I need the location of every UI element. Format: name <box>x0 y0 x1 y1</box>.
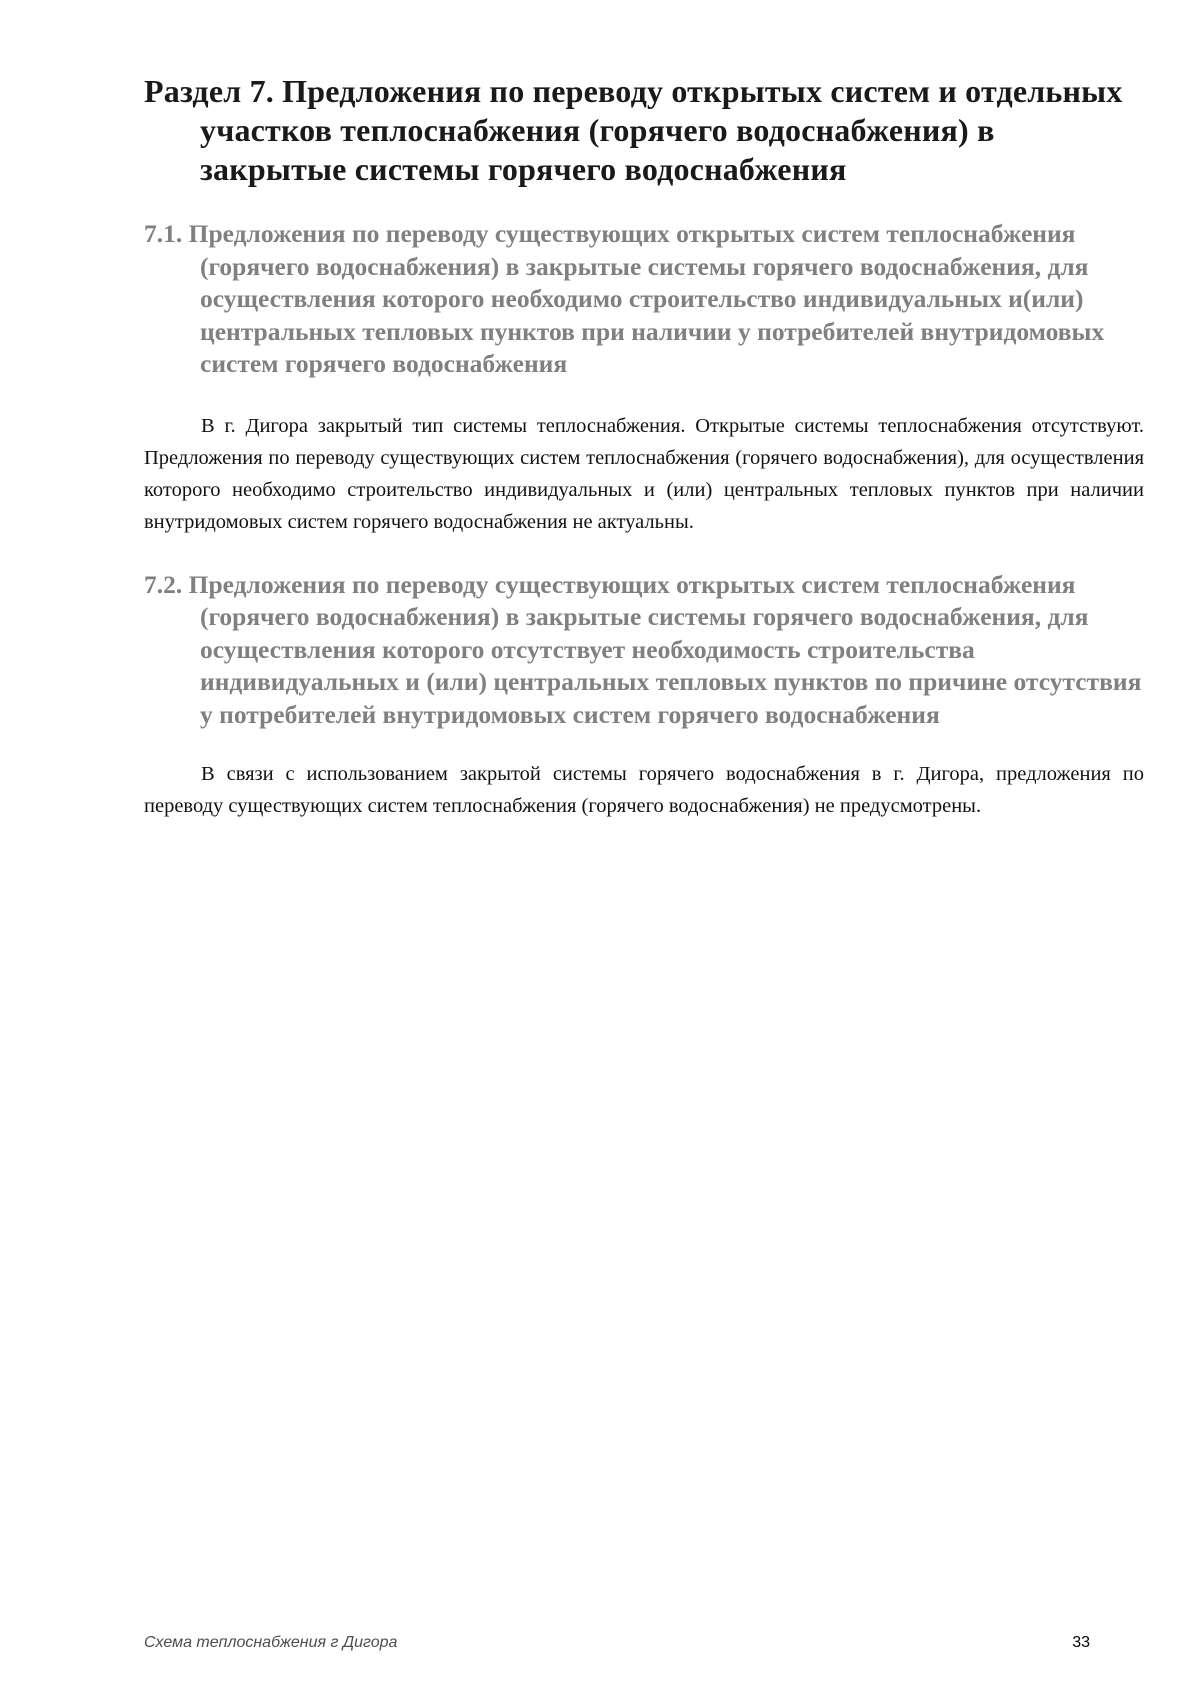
page-footer <box>144 1634 1090 1656</box>
page-content <box>144 72 1144 822</box>
section-title: Раздел 7. Предложения по переводу открытых систем и отдельных участков теплоснабжения (горячего водоснабжения) в закрытые системы горячего водоснабжения <box>144 73 1123 187</box>
subsection-text-7-1: В г. Дигора закрытый тип системы теплоснабжения. Открытые системы теплоснабжения отсутствуют. Предложения по переводу существующих систем теплоснабжения (горячего водоснабжения), для осуществления которого необходимо строительство индивидуальных и (или) центральных тепловых пунктов при наличии внутридомовых систем горячего водоснабжения не актуальны. <box>144 414 1144 533</box>
subsection-text-7-2: В связи с использованием закрытой системы горячего водоснабжения в г. Дигора, предложения по переводу существующих систем теплоснабжения (горячего водоснабжения) не предусмотрены. <box>144 763 1144 817</box>
footer-title: Схема теплоснабжения г Дигора <box>144 1634 398 1651</box>
subsection-title-7-2: 7.2. Предложения по переводу существующих открытых систем теплоснабжения (горячего водоснабжения) в закрытые системы горячего водоснабжения, для осуществления которого отсутствует необходимость строительства индивидуальных и (или) центральных тепловых пунктов по причине отсутствия у потребителей внутридомовых систем горячего водоснабжения <box>144 569 1142 729</box>
subsection-title-7-1: 7.1. Предложения по переводу существующих открытых систем теплоснабжения (горячего водоснабжения) в закрытые системы горячего водоснабжения, для осуществления которого необходимо строительство индивидуальных и(или) центральных тепловых пунктов при наличии у потребителей внутридомовых систем горячего водоснабжения <box>144 219 1105 378</box>
page-number: 33 <box>1072 1634 1090 1651</box>
